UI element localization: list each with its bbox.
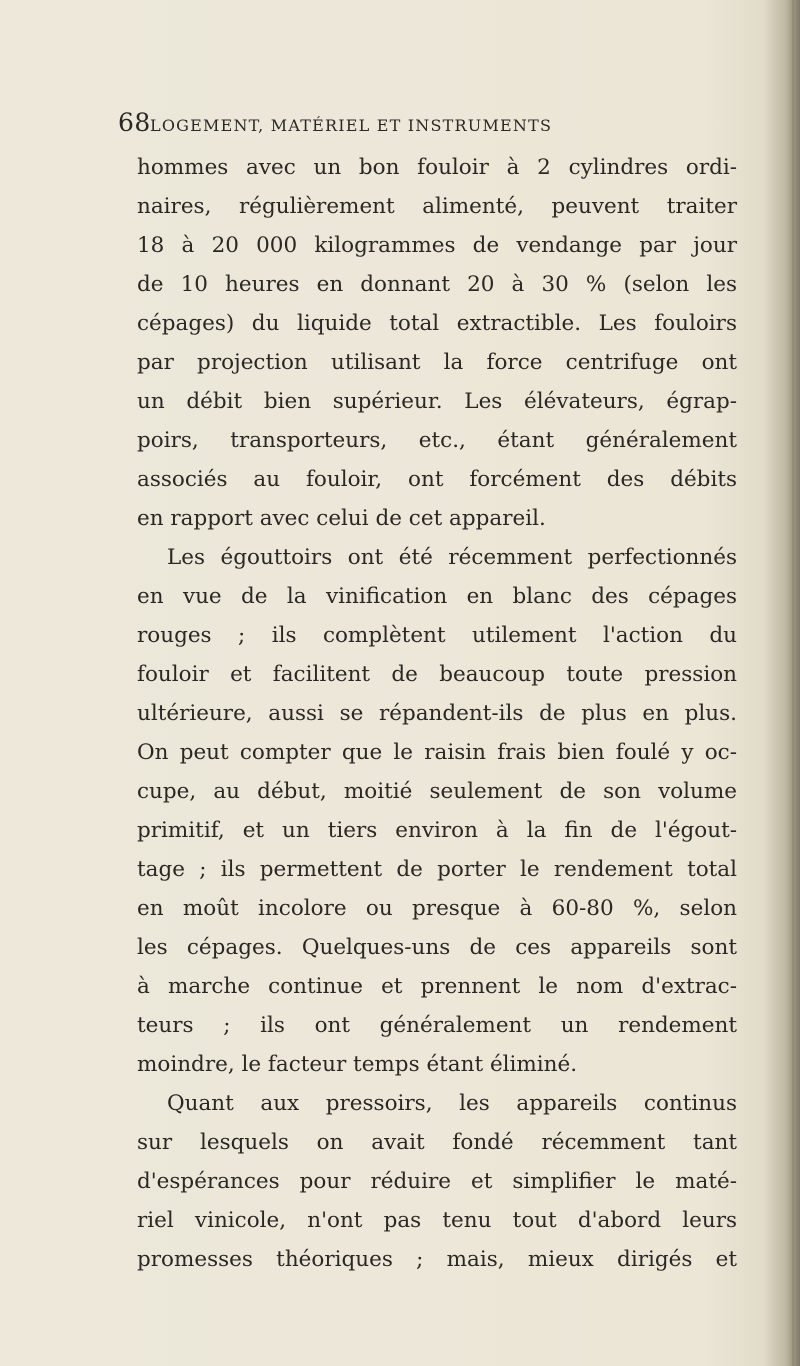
text-line: cépages) du liquide total extractible. Les fouloirs [137,311,737,336]
text-line: fouloir et facilitent de beaucoup toute pression [137,662,737,687]
text-line: un débit bien supérieur. Les élévateurs, égrap- [137,389,737,414]
text-line: On peut compter que le raisin frais bien foulé y oc- [137,740,737,765]
page-edge-shadow [764,0,800,1366]
text-line: tage ; ils permettent de porter le rendement total [137,857,737,882]
text-line: moindre, le facteur temps étant éliminé. [137,1052,578,1077]
text-line: riel vinicole, n'ont pas tenu tout d'abord leurs [137,1208,737,1233]
running-title: LOGEMENT, MATÉRIEL ET INSTRUMENTS [150,116,553,135]
text-line: en moût incolore ou presque à 60-80 %, selon [137,896,737,921]
text-line: hommes avec un bon fouloir à 2 cylindres ordi- [137,155,737,180]
text-line: associés au fouloir, ont forcément des débits [137,467,737,492]
text-line: en vue de la vinification en blanc des cépages [137,584,737,609]
text-line: cupe, au début, moitié seulement de son volume [137,779,737,804]
text-line: rouges ; ils complètent utilement l'action du [137,623,737,648]
text-line: de 10 heures en donnant 20 à 30 % (selon les [137,272,737,297]
page-edge-line [792,0,794,1366]
text-line: les cépages. Quelques-uns de ces appareils sont [137,935,737,960]
text-line: promesses théoriques ; mais, mieux dirigés et [137,1247,737,1272]
page-number: 68 [118,108,151,137]
text-line: Quant aux pressoirs, les appareils continus [167,1091,737,1116]
text-line: poirs, transporteurs, etc., étant généralement [137,428,737,453]
text-line: à marche continue et prennent le nom d'extrac- [137,974,737,999]
text-line: d'espérances pour réduire et simplifier le maté- [137,1169,737,1194]
page-header [118,108,738,144]
text-line: Les égouttoirs ont été récemment perfectionnés [167,545,737,570]
body-text [137,148,737,1279]
text-line: primitif, et un tiers environ à la fin de l'égout- [137,818,737,843]
text-line: teurs ; ils ont généralement un rendement [137,1013,737,1038]
text-line: par projection utilisant la force centrifuge ont [137,350,737,375]
text-line: naires, régulièrement alimenté, peuvent traiter [137,194,737,219]
text-line: en rapport avec celui de cet appareil. [137,506,546,531]
text-line: sur lesquels on avait fondé récemment tant [137,1130,737,1155]
text-line: 18 à 20 000 kilogrammes de vendange par jour [137,233,737,258]
text-line: ultérieure, aussi se répandent-ils de plus en plus. [137,701,737,726]
